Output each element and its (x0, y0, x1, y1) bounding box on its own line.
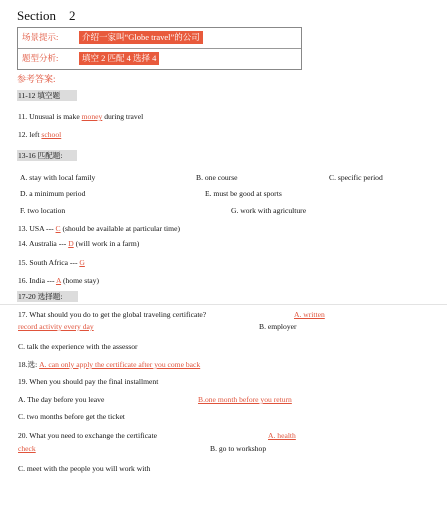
q20-option-c: C. meet with the people you will work with (18, 464, 151, 473)
scenario-box (17, 27, 302, 70)
answer-heading: 参考答案: (17, 74, 56, 84)
part3-heading: 17-20 选择题: (18, 292, 63, 301)
q17-option-b: B. employer (259, 322, 297, 331)
q12-prefix: 12. left (18, 130, 42, 139)
q17-answer-a-part1: A. written (294, 310, 325, 319)
q11 (18, 112, 143, 122)
q19-option-c: C. two months before get the ticket (18, 412, 125, 421)
q13 (18, 224, 180, 234)
q20-option-b: B. go to workshop (210, 444, 267, 453)
q18-answer: A. can only apply the certificate after you come back (39, 360, 201, 369)
q17-answer-a-part2: record activity every day (18, 322, 94, 331)
q18 (18, 360, 200, 370)
q14-prefix: 14. Australia --- (18, 239, 69, 248)
q20-answer-a-part2: check (18, 444, 36, 453)
q14 (18, 239, 139, 249)
option-d: D. a minimum period (20, 189, 86, 198)
part1-heading: 11-12 填空题 (18, 91, 61, 100)
q17-option-c: C. talk the experience with the assessor (18, 342, 138, 351)
q12-answer: school (41, 130, 62, 139)
q16-suffix: (home stay) (61, 276, 100, 285)
q14-suffix: (will work in a farm) (73, 239, 140, 248)
q14-answer: D (68, 239, 74, 248)
q19-question: 19. When you should pay the final installment (18, 377, 159, 386)
section-number: 2 (69, 8, 76, 23)
analysis-value: 填空 2 匹配 4 选择 4 (79, 52, 159, 65)
option-f: F. two location (20, 206, 66, 215)
section-title (17, 8, 76, 23)
option-e: E. must be good at sports (205, 189, 282, 198)
q13-answer: C (55, 224, 61, 233)
q11-answer: money (81, 112, 103, 121)
q11-suffix: during travel (102, 112, 144, 121)
q16-prefix: 16. India --- (18, 276, 56, 285)
q13-prefix: 13. USA --- (18, 224, 56, 233)
box-divider (18, 48, 301, 49)
q15 (18, 258, 85, 268)
scene-value: 介绍一家叫“Globe travel”的公司 (79, 31, 203, 44)
q20-answer-a-part1: A. health (268, 431, 296, 440)
q19-answer-b: B.one month before you return (198, 395, 292, 404)
section-label: Section (17, 8, 56, 23)
scene-label: 场景提示: (22, 32, 59, 42)
q16 (18, 276, 99, 286)
q20-question: 20. What you need to exchange the certificate (18, 431, 158, 440)
q13-suffix: (should be available at particular time) (60, 224, 180, 233)
q17-question: 17. What should you do to get the global traveling certificate? (18, 310, 207, 319)
option-b: B. one course (196, 173, 238, 182)
q11-prefix: 11. Unusual is make (18, 112, 82, 121)
analysis-label: 题型分析: (22, 53, 59, 63)
q15-prefix: 15. South Africa --- (18, 258, 80, 267)
option-a: A. stay with local family (20, 173, 96, 182)
q12 (18, 130, 61, 140)
q19-option-a: A. The day before you leave (18, 395, 105, 404)
option-c: C. specific period (329, 173, 383, 182)
q18-prefix: 18.选: (18, 360, 40, 369)
q16-answer: A (55, 276, 62, 285)
option-g: G. work with agriculture (231, 206, 307, 215)
q15-answer: G (79, 258, 85, 267)
page-divider (0, 304, 447, 305)
part2-heading: 13-16 匹配题: (18, 151, 63, 160)
